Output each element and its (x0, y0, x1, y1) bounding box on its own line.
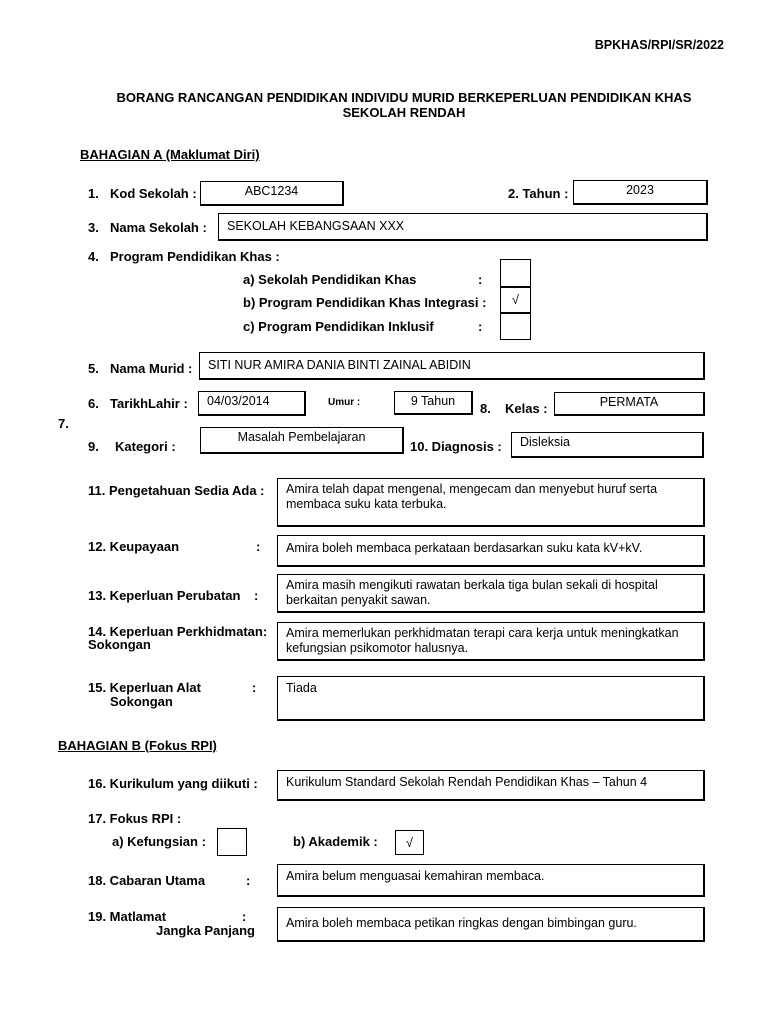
program-option-c-colon: : (478, 319, 483, 334)
nama-murid-label: Nama Murid : (110, 361, 193, 376)
nama-sekolah-label: Nama Sekolah : (110, 220, 207, 235)
perubatan-label: 13. Keperluan Perubatan (88, 588, 241, 603)
matlamat-field[interactable]: Amira boleh membaca petikan ringkas dengan bimbingan guru. (277, 907, 705, 942)
alat-label: 15. Keperluan Alat (88, 680, 201, 695)
fokus-akademik-checkbox[interactable]: √ (395, 830, 424, 855)
document-code: BPKHAS/RPI/SR/2022 (594, 38, 724, 52)
keupayaan-label: 12. Keupayaan (88, 539, 180, 554)
perubatan-colon: : (254, 588, 259, 603)
tarikh-lahir-label: TarikhLahir : (110, 396, 188, 411)
nama-murid-field[interactable]: SITI NUR AMIRA DANIA BINTI ZAINAL ABIDIN (199, 352, 705, 380)
program-option-a-colon: : (478, 272, 483, 287)
form-title-line1: BORANG RANCANGAN PENDIDIKAN INDIVIDU MURID BERKEPERLUAN PENDIDIKAN KHAS (116, 90, 692, 105)
program-label: Program Pendidikan Khas : (110, 249, 280, 264)
program-number: 4. (88, 249, 99, 264)
tarikh-lahir-field[interactable]: 04/03/2014 (198, 391, 306, 416)
fokus-label: 17. Fokus RPI : (88, 811, 182, 826)
umur-label: Umur : (328, 397, 361, 408)
perubatan-field[interactable]: Amira masih mengikuti rawatan berkala tiga bulan sekali di hospital berkaitan penyakit sawan. (277, 574, 705, 613)
program-option-c-checkbox[interactable] (500, 313, 531, 340)
kod-sekolah-number: 1. (88, 186, 99, 201)
cabaran-field[interactable]: Amira belum menguasai kemahiran membaca. (277, 864, 705, 897)
kod-sekolah-field[interactable]: ABC1234 (200, 181, 344, 206)
cabaran-label: 18. Cabaran Utama (88, 873, 206, 888)
perkhidmatan-field[interactable]: Amira memerlukan perkhidmatan terapi cara kerja untuk meningkatkan kefungsian psikomotor halusnya. (277, 622, 705, 661)
pengetahuan-label: 11. Pengetahuan Sedia Ada : (88, 483, 265, 498)
kurikulum-label: 16. Kurikulum yang diikuti : (88, 776, 258, 791)
alat-label-line2: Sokongan (110, 694, 173, 709)
kurikulum-field[interactable]: Kurikulum Standard Sekolah Rendah Pendidikan Khas – Tahun 4 (277, 770, 705, 801)
kategori-field[interactable]: Masalah Pembelajaran (200, 427, 404, 454)
kelas-number: 8. (480, 401, 491, 416)
matlamat-label: 19. Matlamat (88, 909, 167, 924)
diagnosis-field[interactable]: Disleksia (511, 432, 704, 458)
program-option-a-checkbox[interactable] (500, 259, 531, 287)
kelas-field[interactable]: PERMATA (554, 392, 705, 416)
diagnosis-label: 10. Diagnosis : (410, 439, 502, 454)
tahun-field[interactable]: 2023 (573, 180, 708, 205)
tahun-label: 2. Tahun : (508, 186, 569, 201)
nama-murid-number: 5. (88, 361, 99, 376)
kelas-label: Kelas : (505, 401, 548, 416)
matlamat-label-line2: Jangka Panjang (156, 923, 255, 938)
pengetahuan-field[interactable]: Amira telah dapat mengenal, mengecam dan menyebut huruf serta membaca suku kata terbuka. (277, 478, 705, 527)
program-option-b-label: b) Program Pendidikan Khas Integrasi : (243, 295, 487, 310)
program-option-b-checkbox[interactable]: √ (500, 287, 531, 313)
keupayaan-colon: : (256, 539, 261, 554)
matlamat-colon: : (242, 909, 247, 924)
kod-sekolah-label: Kod Sekolah : (110, 186, 197, 201)
umur-field[interactable]: 9 Tahun (394, 391, 473, 415)
perkhidmatan-label-line2: Sokongan (88, 637, 151, 652)
nama-sekolah-number: 3. (88, 220, 99, 235)
keupayaan-field[interactable]: Amira boleh membaca perkataan berdasarkan suku kata kV+kV. (277, 535, 705, 567)
section-b-heading: BAHAGIAN B (Fokus RPI) (58, 738, 217, 753)
form-title-line2: SEKOLAH RENDAH (342, 105, 466, 120)
program-option-a-label: a) Sekolah Pendidikan Khas (243, 272, 417, 287)
program-option-c-label: c) Program Pendidikan Inklusif (243, 319, 434, 334)
perkhidmatan-label: 14. Keperluan Perkhidmatan: (88, 624, 268, 639)
nama-sekolah-field[interactable]: SEKOLAH KEBANGSAAN XXX (218, 213, 708, 241)
stray-number-7: 7. (58, 416, 69, 431)
alat-colon: : (252, 680, 257, 695)
fokus-kefungsian-label: a) Kefungsian : (112, 834, 206, 849)
section-a-heading: BAHAGIAN A (Maklumat Diri) (80, 147, 260, 162)
kategori-label: Kategori : (115, 439, 176, 454)
fokus-kefungsian-checkbox[interactable] (217, 828, 247, 856)
kategori-number: 9. (88, 439, 99, 454)
cabaran-colon: : (246, 873, 251, 888)
alat-field[interactable]: Tiada (277, 676, 705, 721)
fokus-akademik-label: b) Akademik : (293, 834, 378, 849)
tarikh-lahir-number: 6. (88, 396, 99, 411)
